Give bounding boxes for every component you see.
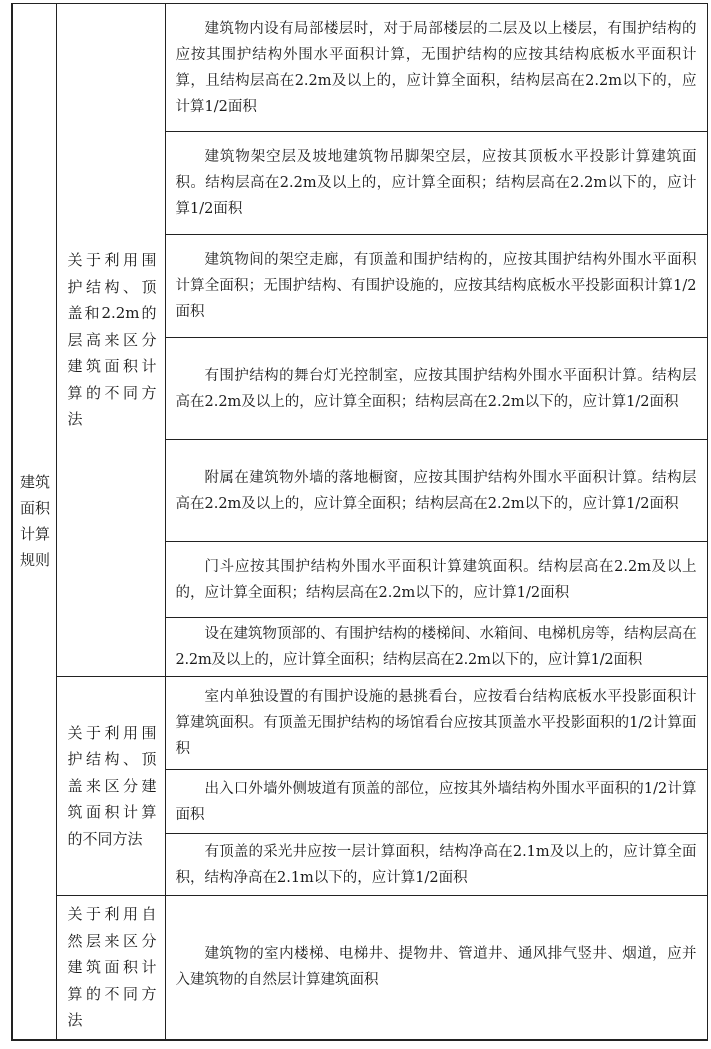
rule-cell <box>165 440 707 542</box>
rule-5: 附属在建筑物外墙的落地橱窗，应按其围护结构外围水平面积计算。结构层高在2.2m及以上的，应计算全面积；结构层高在2.2m以下的，应计算1/2面积 <box>175 469 697 512</box>
category-3: 关于利用自然层来区分建筑面积计算的不同方法 <box>67 905 157 1029</box>
rule-cell <box>165 4 707 132</box>
rule-cell <box>165 235 707 338</box>
rule-cell <box>165 338 707 440</box>
rule-cell <box>165 834 707 896</box>
rule-name-cell <box>12 4 56 1040</box>
rule-cell <box>165 132 707 235</box>
area-rules-table <box>11 3 708 1041</box>
rule-6: 门斗应按其围护结构外围水平面积计算建筑面积。结构层高在2.2m及以上的，应计算全面积；结构层高在2.2m以下的，应计算1/2面积 <box>175 558 697 601</box>
rule-cell <box>165 618 707 677</box>
rule-1: 建筑物内设有局部楼层时，对于局部楼层的二层及以上楼层，有围护结构的应按其围护结构外围水平面积计算，无围护结构的应按其结构底板水平面积计算，且结构层高在2.2m及以上的，应计算全面积，结构层高在2.2m以下的，应计算1/2面积 <box>175 20 697 115</box>
rule-8: 室内单独设置的有围护设施的悬挑看台，应按看台结构底板水平投影面积计算建筑面积。有顶盖无围护结构的场馆看台应按其顶盖水平投影面积的1/2计算面积 <box>175 689 697 757</box>
rule-cell <box>165 770 707 834</box>
rule-3: 建筑物间的架空走廊，有顶盖和围护结构的，应按其围护结构外围水平面积计算全面积；无围护结构、有围护设施的，应按其结构底板水平投影面积计算1/2面积 <box>175 252 697 320</box>
rule-cell <box>165 542 707 618</box>
rule-10: 有顶盖的采光井应按一层计算面积，结构净高在2.1m及以上的，应计算全面积，结构净高在2.1m以下的，应计算1/2面积 <box>175 843 697 886</box>
rule-7: 设在建筑物顶部的、有围护结构的楼梯间、水箱间、电梯机房等，结构层高在2.2m及以上的，应计算全面积；结构层高在2.2m以下的，应计算1/2面积 <box>175 626 697 668</box>
rule-2: 建筑物架空层及坡地建筑物吊脚架空层，应按其顶板水平投影计算建筑面积。结构层高在2.2m及以上的，应计算全面积；结构层高在2.2m以下的，应计算1/2面积 <box>175 149 697 217</box>
table-row <box>12 896 707 1040</box>
category-1: 关于利用围护结构、顶盖和2.2m的层高来区分建筑面积计算的不同方法 <box>67 251 157 429</box>
rule-cell <box>165 677 707 770</box>
rule-4: 有围护结构的舞台灯光控制室，应按其围护结构外围水平面积计算。结构层高在2.2m及以上的，应计算全面积；结构层高在2.2m以下的，应计算1/2面积 <box>175 367 697 410</box>
category-cell <box>56 677 165 896</box>
rule-11: 建筑物的室内楼梯、电梯井、提物井、管道井、通风排气竖井、烟道，应并入建筑物的自然层计算建筑面积 <box>175 946 697 989</box>
category-cell <box>56 896 165 1040</box>
table-row <box>12 4 707 132</box>
rule-name: 建筑面积计算规则 <box>20 473 51 570</box>
rule-9: 出入口外墙外侧坡道有顶盖的部位，应按其外墙结构外围水平面积的1/2计算面积 <box>175 780 697 823</box>
category-cell <box>56 4 165 677</box>
category-2: 关于利用围护结构、顶盖来区分建筑面积计算的不同方法 <box>67 723 157 848</box>
table-row <box>12 677 707 770</box>
rule-cell <box>165 896 707 1040</box>
